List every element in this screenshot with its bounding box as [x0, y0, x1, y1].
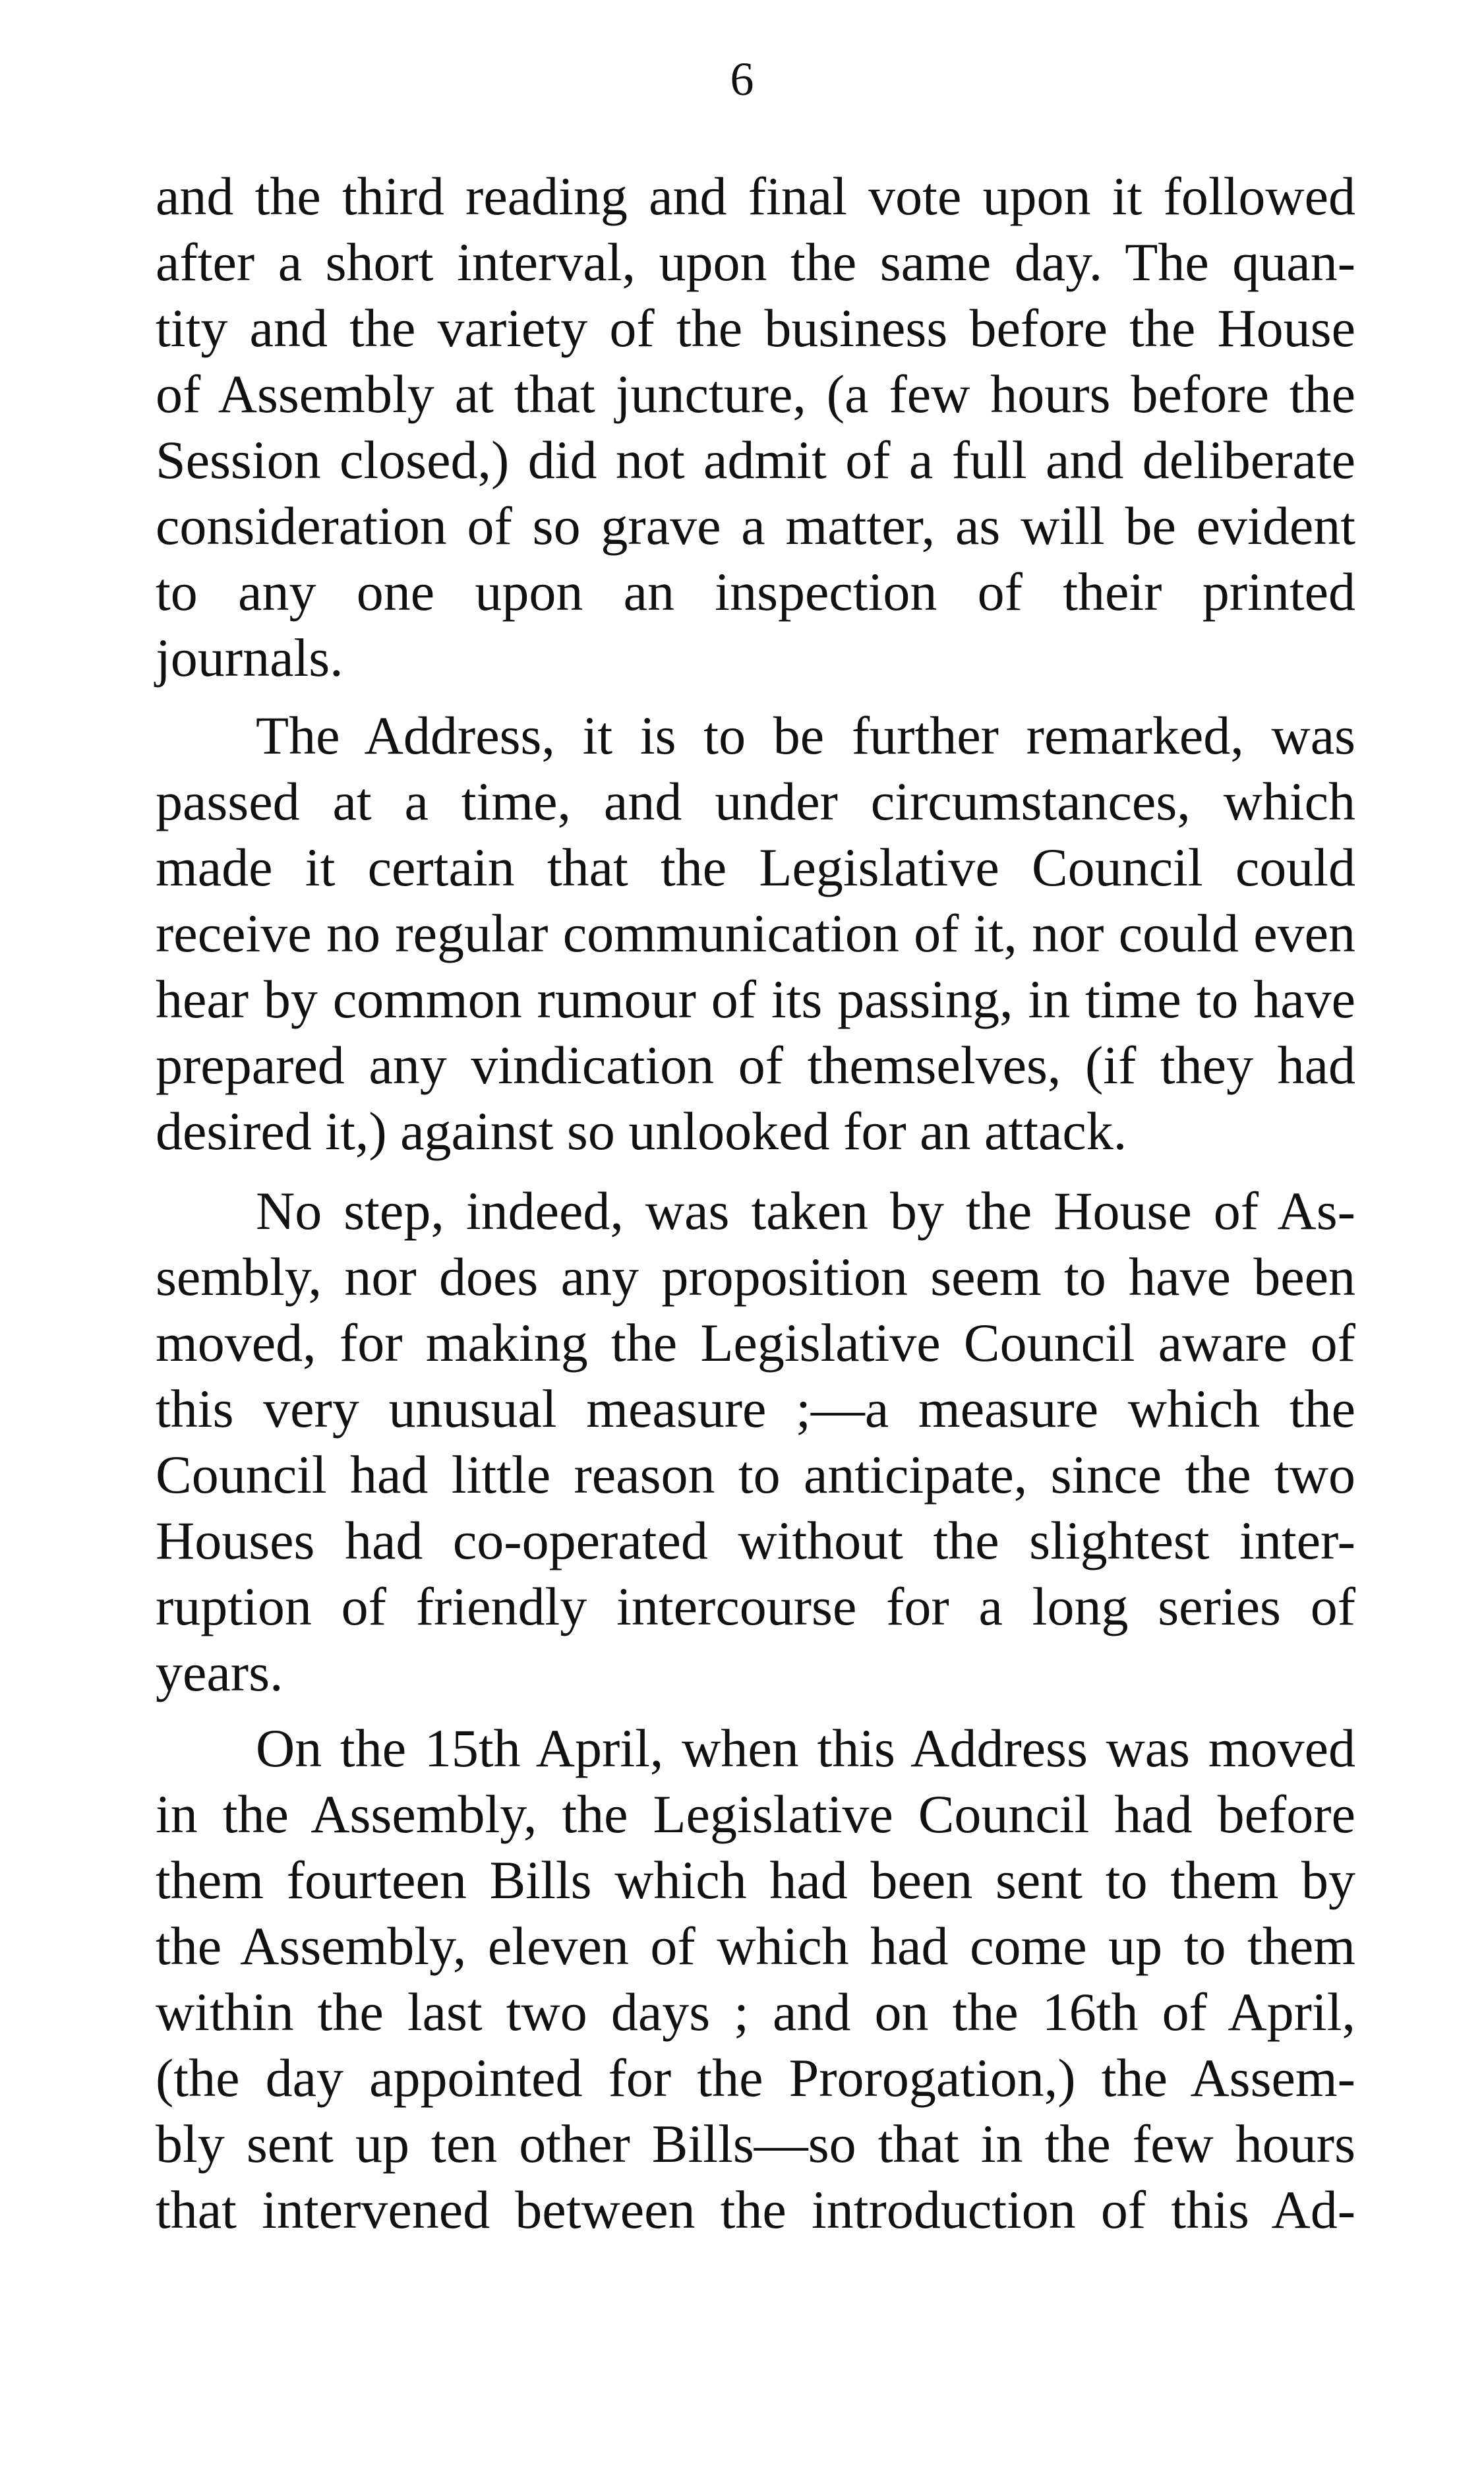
text-line: of Assembly at that juncture, (a few hours before the	[156, 364, 1355, 424]
text-line: to any one upon an inspection of their printed	[156, 562, 1355, 622]
paragraph-4	[156, 1716, 1355, 2243]
text-line: after a short interval, upon the same day. The quan-	[156, 232, 1355, 292]
text-line: moved, for making the Legislative Council aware of	[156, 1313, 1355, 1373]
text-line: journals.	[156, 628, 343, 688]
text-line: that intervened between the introduction of this Ad-	[156, 2180, 1355, 2240]
text-line: ruption of friendly intercourse for a long series of	[156, 1576, 1355, 1636]
text-line: years.	[156, 1642, 283, 1702]
text-line: The Address, it is to be further remarked, was	[256, 705, 1355, 765]
text-line: Houses had co-operated without the slightest inter-	[156, 1510, 1355, 1570]
paragraph-2	[156, 703, 1355, 1164]
text-line: bly sent up ten other Bills—so that in the few hours	[156, 2114, 1355, 2174]
page-number: 6	[730, 53, 754, 105]
text-line: tity and the variety of the business before the House	[156, 298, 1355, 358]
text-line: consideration of so grave a matter, as will be evident	[156, 496, 1355, 556]
text-line: made it certain that the Legislative Council could	[156, 837, 1355, 897]
text-line: prepared any vindication of themselves, (if they had	[156, 1035, 1355, 1095]
text-line: On the 15th April, when this Address was moved	[256, 1718, 1355, 1778]
text-line: receive no regular communication of it, nor could even	[156, 903, 1355, 963]
paragraph-3	[156, 1178, 1355, 1706]
text-line: (the day appointed for the Prorogation,) the Assem-	[156, 2048, 1355, 2108]
text-line: No step, indeed, was taken by the House of As-	[256, 1181, 1355, 1241]
text-line: passed at a time, and under circumstances, which	[156, 771, 1355, 831]
text-line: and the third reading and final vote upon it followed	[156, 166, 1355, 226]
paragraph-1	[156, 164, 1355, 691]
text-line: sembly, nor does any proposition seem to have been	[156, 1247, 1355, 1307]
text-line: Session closed,) did not admit of a full and deliberate	[156, 430, 1355, 490]
text-line: the Assembly, eleven of which had come up to them	[156, 1916, 1355, 1976]
text-line: them fourteen Bills which had been sent to them by	[156, 1850, 1355, 1910]
text-line: desired it,) against so unlooked for an attack.	[156, 1101, 1127, 1161]
text-line: Council had little reason to anticipate, since the two	[156, 1445, 1355, 1505]
text-line: hear by common rumour of its passing, in time to have	[156, 969, 1355, 1029]
text-line: this very unusual measure ;—a measure which the	[156, 1379, 1355, 1439]
text-line: in the Assembly, the Legislative Council had before	[156, 1784, 1355, 1844]
text-line: within the last two days ; and on the 16th of April,	[156, 1982, 1355, 2042]
